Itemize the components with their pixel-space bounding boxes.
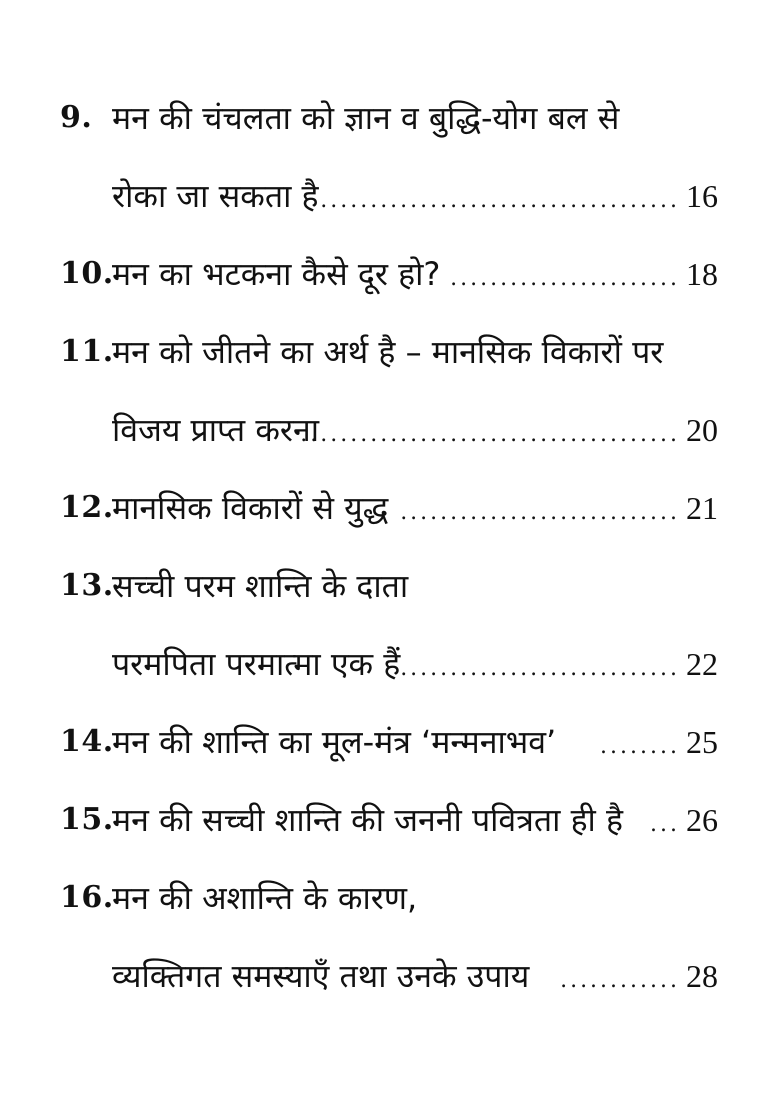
entry-title: मन की सच्ची शान्ति की जननी पवित्रता ही है — [112, 801, 624, 839]
entry-title: मन को जीतने का अर्थ है – मानसिक विकारों पर — [112, 333, 664, 371]
entry-title: परमपिता परमात्मा एक हैं — [112, 645, 401, 683]
toc-entry-13-continuation — [0, 638, 780, 690]
page-number: 18 — [686, 256, 718, 292]
page-number: 21 — [686, 490, 718, 526]
page-number: 16 — [686, 178, 718, 214]
toc-entry-16 — [0, 872, 780, 924]
toc-entry-16-continuation — [0, 950, 780, 1002]
page-leader — [400, 488, 718, 528]
page-number: 28 — [686, 958, 718, 994]
entry-title: रोका जा सकता है — [112, 177, 319, 215]
dot-leader: .................................... — [320, 188, 680, 213]
page-leader — [556, 956, 718, 996]
dot-leader: ............................ — [400, 656, 680, 681]
entry-title: मानसिक विकारों से युद्ध — [112, 489, 389, 527]
toc-entry-12 — [0, 482, 780, 534]
dot-leader: ... — [650, 812, 680, 837]
entry-number: 13. — [60, 568, 114, 603]
dot-leader: ........ — [600, 734, 680, 759]
entry-title: मन की अशान्ति के कारण, — [112, 879, 418, 917]
entry-number: 15. — [60, 802, 114, 837]
entry-number: 11. — [60, 334, 114, 369]
dot-leader: ...................................... — [300, 422, 680, 447]
toc-entry-9-continuation — [0, 170, 780, 222]
entry-number: 14. — [60, 724, 114, 759]
entry-title: विजय प्राप्त करना — [112, 411, 320, 449]
toc-entry-11-continuation — [0, 404, 780, 456]
toc-entry-13 — [0, 560, 780, 612]
dot-leader: ............................ — [400, 500, 680, 525]
dot-leader: ....................... — [450, 266, 680, 291]
page-leader — [320, 176, 718, 216]
toc-entry-11 — [0, 326, 780, 378]
entry-number: 16. — [60, 880, 114, 915]
page-leader — [588, 722, 718, 762]
page-leader — [300, 410, 718, 450]
page-leader — [646, 800, 718, 840]
entry-title: व्यक्तिगत समस्याएँ तथा उनके उपाय — [112, 957, 530, 995]
toc-entry-14 — [0, 716, 780, 768]
entry-number: 10. — [60, 256, 114, 291]
entry-number: 12. — [60, 490, 114, 525]
entry-title: मन की शान्ति का मूल-मंत्र ‘मन्मनाभव’ — [112, 723, 557, 761]
page-number: 22 — [686, 646, 718, 682]
page-number: 25 — [686, 724, 718, 760]
toc-entry-15 — [0, 794, 780, 846]
entry-title: मन का भटकना कैसे दूर हो? — [112, 255, 441, 293]
toc-entry-10 — [0, 248, 780, 300]
dot-leader: ............ — [560, 968, 680, 993]
page-leader — [450, 254, 718, 294]
page-leader — [400, 644, 718, 684]
entry-title: सच्ची परम शान्ति के दाता — [112, 567, 409, 605]
entry-title: मन की चंचलता को ज्ञान व बुद्धि-योग बल से — [112, 99, 620, 137]
page-number: 20 — [686, 412, 718, 448]
toc-entry-9 — [0, 92, 780, 144]
entry-number: 9. — [60, 100, 93, 135]
page-number: 26 — [686, 802, 718, 838]
